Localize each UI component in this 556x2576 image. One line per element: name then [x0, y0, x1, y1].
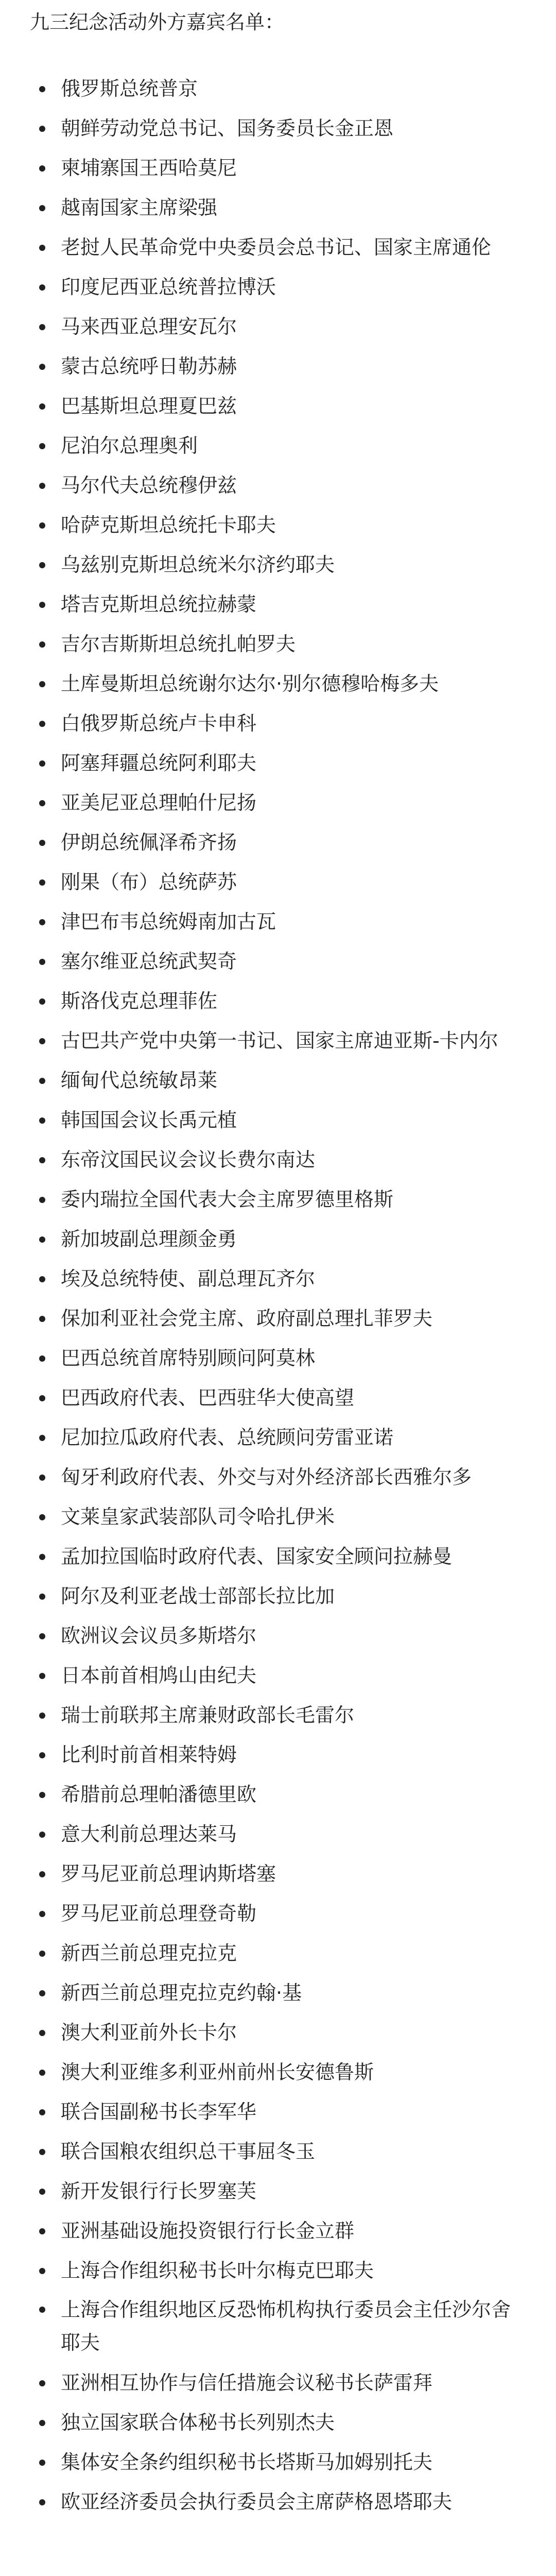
list-item — [30, 664, 535, 704]
list-item — [30, 267, 535, 307]
guest-name: 日本前首相鸠山由纪夫 — [61, 1664, 257, 1687]
guest-name: 尼泊尔总理奥利 — [61, 434, 198, 457]
bullet-icon — [39, 760, 45, 767]
list-item — [30, 2363, 535, 2403]
bullet-icon — [39, 2189, 45, 2195]
bullet-icon — [39, 1871, 45, 1877]
list-item — [30, 624, 535, 664]
list-item — [30, 347, 535, 386]
list-item — [30, 109, 535, 148]
bullet-icon — [39, 1435, 45, 1441]
list-item — [30, 783, 535, 823]
bullet-icon — [39, 1355, 45, 1362]
bullet-icon — [39, 1197, 45, 1203]
bullet-icon — [39, 1554, 45, 1560]
list-item — [30, 386, 535, 426]
guest-list — [30, 69, 535, 2522]
guest-name: 斯洛伐克总理菲佐 — [61, 990, 218, 1012]
list-item — [30, 2251, 535, 2291]
guest-name: 孟加拉国临时政府代表、国家安全顾问拉赫曼 — [61, 1545, 453, 1568]
list-item — [30, 823, 535, 862]
list-item — [30, 545, 535, 585]
list-item — [30, 1577, 535, 1616]
list-item — [30, 2172, 535, 2211]
list-item — [30, 902, 535, 942]
bullet-icon — [39, 1673, 45, 1679]
list-item — [30, 1973, 535, 2013]
guest-name: 老挝人民革命党中央委员会总书记、国家主席通伦 — [61, 236, 492, 259]
guest-name: 吉尔吉斯斯坦总统扎帕罗夫 — [61, 633, 296, 655]
guest-name: 伊朗总统佩泽希齐扬 — [61, 831, 237, 854]
guest-name: 欧洲议会议员多斯塔尔 — [61, 1624, 257, 1647]
bullet-icon — [39, 165, 45, 172]
bullet-icon — [39, 284, 45, 291]
bullet-icon — [39, 2380, 45, 2386]
bullet-icon — [39, 1832, 45, 1838]
list-item — [30, 148, 535, 188]
bullet-icon — [39, 205, 45, 211]
bullet-icon — [39, 1276, 45, 1282]
list-item — [30, 1497, 535, 1537]
list-item — [30, 1061, 535, 1100]
list-item — [30, 1775, 535, 1815]
guest-name: 韩国国会议长禹元植 — [61, 1109, 237, 1131]
list-item — [30, 585, 535, 624]
guest-name: 上海合作组织地区反恐怖机构执行委员会主任沙尔舍耶夫 — [61, 2298, 511, 2354]
bullet-icon — [39, 364, 45, 370]
bullet-icon — [39, 721, 45, 727]
list-item — [30, 307, 535, 347]
list-item — [30, 1418, 535, 1458]
bullet-icon — [39, 1157, 45, 1163]
bullet-icon — [39, 879, 45, 886]
guest-name: 巴基斯坦总理夏巴兹 — [61, 395, 237, 417]
bullet-icon — [39, 245, 45, 251]
guest-name: 朝鲜劳动党总书记、国务委员长金正恩 — [61, 117, 394, 140]
bullet-icon — [39, 1316, 45, 1322]
list-item — [30, 1616, 535, 1656]
guest-name: 塞尔维亚总统武契奇 — [61, 950, 237, 973]
list-item — [30, 426, 535, 466]
guest-name: 尼加拉瓜政府代表、总统顾问劳雷亚诺 — [61, 1426, 394, 1449]
list-item — [30, 228, 535, 267]
list-item — [30, 1021, 535, 1061]
bullet-icon — [39, 2460, 45, 2466]
list-item — [30, 1934, 535, 1973]
guest-name: 印度尼西亚总统普拉博沃 — [61, 276, 276, 298]
bullet-icon — [39, 2030, 45, 2036]
bullet-icon — [39, 403, 45, 410]
list-item — [30, 2092, 535, 2132]
bullet-icon — [39, 1990, 45, 1996]
bullet-icon — [39, 2109, 45, 2115]
guest-name: 越南国家主席梁强 — [61, 196, 218, 219]
bullet-icon — [39, 1395, 45, 1401]
bullet-icon — [39, 1713, 45, 1719]
list-item — [30, 1378, 535, 1418]
guest-name: 比利时前首相莱特姆 — [61, 1743, 237, 1766]
guest-name: 瑞士前联邦主席兼财政部长毛雷尔 — [61, 1704, 355, 1726]
list-item — [30, 1180, 535, 1219]
list-item — [30, 69, 535, 109]
guest-name: 委内瑞拉全国代表大会主席罗德里格斯 — [61, 1188, 394, 1211]
guest-name: 乌兹别克斯坦总统米尔济约耶夫 — [61, 553, 335, 576]
list-item — [30, 1815, 535, 1854]
guest-name: 土库曼斯坦总统谢尔达尔·别尔德穆哈梅多夫 — [61, 672, 439, 695]
list-item — [30, 2013, 535, 2053]
list-item — [30, 1299, 535, 1338]
guest-name: 亚洲相互协作与信任措施会议秘书长萨雷拜 — [61, 2371, 433, 2394]
guest-name: 巴西总统首席特别顾问阿莫林 — [61, 1347, 316, 1369]
list-item — [30, 2291, 535, 2363]
bullet-icon — [39, 1236, 45, 1243]
list-item — [30, 704, 535, 743]
bullet-icon — [39, 324, 45, 330]
guest-name: 蒙古总统呼日勒苏赫 — [61, 355, 237, 378]
guest-name: 塔吉克斯坦总统拉赫蒙 — [61, 593, 257, 616]
bullet-icon — [39, 2307, 45, 2313]
bullet-icon — [39, 1633, 45, 1639]
list-item — [30, 2443, 535, 2482]
bullet-icon — [39, 126, 45, 132]
bullet-icon — [39, 681, 45, 687]
guest-name: 缅甸代总统敏昂莱 — [61, 1069, 218, 1092]
guest-name: 埃及总统特使、副总理瓦齐尔 — [61, 1267, 316, 1290]
guest-name: 巴西政府代表、巴西驻华大使高望 — [61, 1386, 355, 1409]
list-item — [30, 1656, 535, 1696]
bullet-icon — [39, 562, 45, 568]
guest-name: 东帝汶国民议会议长费尔南达 — [61, 1148, 316, 1171]
guest-name: 匈牙利政府代表、外交与对外经济部长西雅尔多 — [61, 1466, 472, 1488]
guest-name: 欧亚经济委员会执行委员会主席萨格恩塔耶夫 — [61, 2490, 453, 2513]
bullet-icon — [39, 1752, 45, 1758]
guest-name: 意大利前总理达莱马 — [61, 1823, 237, 1845]
bullet-icon — [39, 522, 45, 529]
guest-name: 亚洲基础设施投资银行行长金立群 — [61, 2219, 355, 2242]
list-item — [30, 2482, 535, 2522]
guest-name: 马尔代夫总统穆伊兹 — [61, 474, 237, 497]
list-item — [30, 743, 535, 783]
bullet-icon — [39, 2499, 45, 2505]
bullet-icon — [39, 641, 45, 648]
bullet-icon — [39, 1078, 45, 1084]
bullet-icon — [39, 998, 45, 1005]
list-item — [30, 2132, 535, 2172]
guest-name: 阿尔及利亚老战士部部长拉比加 — [61, 1585, 335, 1607]
list-item — [30, 942, 535, 981]
list-item — [30, 862, 535, 902]
guest-name: 新加坡副总理颜金勇 — [61, 1228, 237, 1250]
guest-name: 柬埔寨国王西哈莫尼 — [61, 157, 237, 179]
list-item — [30, 981, 535, 1021]
list-item — [30, 2403, 535, 2443]
guest-name: 文莱皇家武装部队司令哈扎伊米 — [61, 1505, 335, 1528]
list-item — [30, 1100, 535, 1140]
list-item — [30, 188, 535, 228]
guest-name: 独立国家联合体秘书长列别杰夫 — [61, 2411, 335, 2434]
bullet-icon — [39, 2070, 45, 2076]
list-item — [30, 1537, 535, 1577]
guest-name: 刚果（布）总统萨苏 — [61, 871, 237, 893]
bullet-icon — [39, 483, 45, 489]
guest-name: 罗马尼亚前总理登奇勒 — [61, 1902, 257, 1925]
bullet-icon — [39, 2149, 45, 2155]
guest-name: 澳大利亚维多利亚州前州长安德鲁斯 — [61, 2061, 374, 2083]
bullet-icon — [39, 2420, 45, 2426]
guest-name: 联合国粮农组织总干事屈冬玉 — [61, 2140, 316, 2163]
guest-name: 马来西亚总理安瓦尔 — [61, 315, 237, 338]
guest-name: 哈萨克斯坦总统托卡耶夫 — [61, 514, 276, 536]
list-item — [30, 1338, 535, 1378]
list-item — [30, 1696, 535, 1735]
guest-name: 罗马尼亚前总理讷斯塔塞 — [61, 1862, 276, 1885]
guest-name: 俄罗斯总统普京 — [61, 77, 198, 100]
guest-name: 古巴共产党中央第一书记、国家主席迪亚斯-卡内尔 — [61, 1029, 498, 1052]
guest-name: 津巴布韦总统姆南加古瓦 — [61, 910, 276, 933]
guest-name: 新西兰前总理克拉克 — [61, 1942, 237, 1964]
list-item — [30, 1854, 535, 1894]
guest-name: 上海合作组织秘书长叶尔梅克巴耶夫 — [61, 2259, 374, 2282]
guest-name: 希腊前总理帕潘德里欧 — [61, 1783, 257, 1806]
list-heading: 九三纪念活动外方嘉宾名单： — [30, 11, 285, 33]
list-item — [30, 1894, 535, 1934]
bullet-icon — [39, 2268, 45, 2274]
list-item — [30, 466, 535, 505]
list-item — [30, 1458, 535, 1497]
bullet-icon — [39, 1792, 45, 1798]
bullet-icon — [39, 1117, 45, 1124]
list-item — [30, 505, 535, 545]
bullet-icon — [39, 1951, 45, 1957]
list-item — [30, 2053, 535, 2092]
bullet-icon — [39, 1038, 45, 1044]
guest-name: 集体安全条约组织秘书长塔斯马加姆别托夫 — [61, 2451, 433, 2473]
bullet-icon — [39, 602, 45, 608]
bullet-icon — [39, 1911, 45, 1917]
guest-name: 联合国副秘书长李军华 — [61, 2100, 257, 2123]
guest-name: 白俄罗斯总统卢卡申科 — [61, 712, 257, 735]
bullet-icon — [39, 1594, 45, 1600]
bullet-icon — [39, 800, 45, 806]
list-item — [30, 1259, 535, 1299]
bullet-icon — [39, 840, 45, 846]
guest-name: 阿塞拜疆总统阿利耶夫 — [61, 752, 257, 774]
bullet-icon — [39, 959, 45, 965]
bullet-icon — [39, 443, 45, 449]
guest-name: 澳大利亚前外长卡尔 — [61, 2021, 237, 2044]
list-item — [30, 2211, 535, 2251]
list-item — [30, 1735, 535, 1775]
guest-name: 保加利亚社会党主席、政府副总理扎菲罗夫 — [61, 1307, 433, 1330]
list-item — [30, 1219, 535, 1259]
bullet-icon — [39, 86, 45, 92]
list-item — [30, 1140, 535, 1180]
guest-name: 新西兰前总理克拉克约翰·基 — [61, 1981, 302, 2004]
guest-name: 新开发银行行长罗塞芙 — [61, 2180, 257, 2202]
bullet-icon — [39, 919, 45, 925]
guest-name: 亚美尼亚总理帕什尼扬 — [61, 791, 257, 814]
bullet-icon — [39, 1514, 45, 1520]
bullet-icon — [39, 2228, 45, 2234]
bullet-icon — [39, 1475, 45, 1481]
